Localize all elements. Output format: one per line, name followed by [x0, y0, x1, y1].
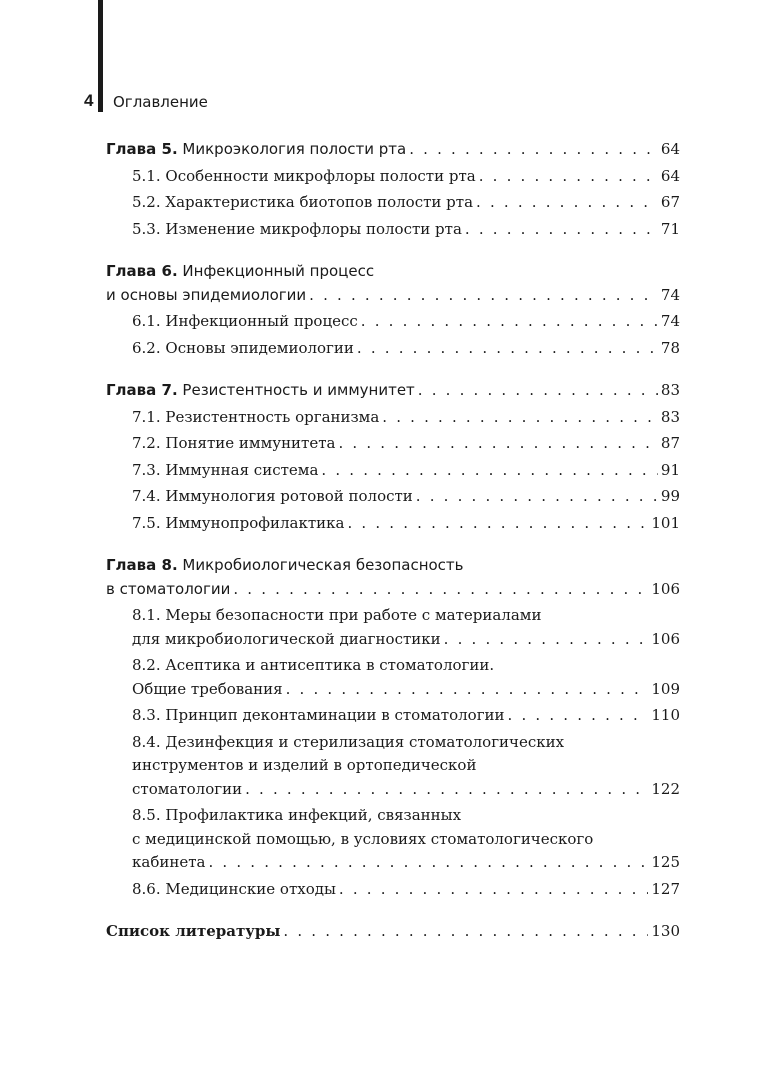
entry-label	[132, 432, 335, 456]
entry-line	[106, 654, 680, 678]
chapter-number: Глава 8.	[106, 556, 178, 574]
dot-leader	[208, 851, 648, 875]
entry-line	[106, 778, 680, 802]
dot-leader	[361, 310, 658, 334]
entry-title: 5.1. Особенности микрофлоры полости рта	[132, 166, 476, 185]
dot-leader	[476, 191, 658, 215]
page-ref: 74	[660, 312, 680, 330]
section-entry[interactable]	[106, 604, 680, 651]
entry-label	[132, 218, 462, 242]
entry-label	[132, 512, 345, 536]
chapter-heading[interactable]	[106, 554, 680, 601]
dot-leader	[283, 920, 648, 944]
entry-line	[106, 379, 680, 403]
dot-leader	[339, 878, 648, 902]
entry-line	[106, 628, 680, 652]
section-entry[interactable]	[106, 654, 680, 701]
section-entry[interactable]	[106, 512, 680, 536]
entry-line	[106, 754, 680, 778]
dot-leader	[357, 337, 658, 361]
entry-line	[106, 218, 680, 242]
entry-line	[106, 678, 680, 702]
page-ref: 91	[660, 460, 680, 479]
entry-title: кабинета	[132, 853, 206, 871]
entry-line	[106, 828, 680, 852]
dot-leader	[321, 459, 658, 483]
running-head: Оглавление	[113, 93, 208, 111]
dot-leader	[465, 218, 658, 242]
section-entry[interactable]	[106, 406, 680, 430]
entry-label	[132, 485, 413, 509]
bibliography-label: Список литературы	[106, 922, 281, 940]
entry-label	[132, 678, 283, 702]
chapter-number: Глава 5.	[106, 140, 178, 158]
entry-line	[106, 310, 680, 334]
entry-title: инструментов и изделий в ортопедической	[132, 756, 477, 774]
section-entry[interactable]	[106, 191, 680, 215]
section-entry[interactable]	[106, 310, 680, 334]
page-ref: 67	[660, 193, 680, 211]
entry-title: для микробиологической диагностики	[132, 629, 441, 648]
entry-title: 7.5. Иммунопрофилактика	[132, 513, 345, 532]
entry-label	[106, 578, 230, 602]
section-entry[interactable]	[106, 432, 680, 456]
entry-title: Микроэкология полости рта	[182, 140, 407, 158]
entry-title: 6.2. Основы эпидемиологии	[132, 338, 354, 357]
entry-title: в стоматологии	[106, 579, 231, 598]
page-ref: 71	[660, 219, 680, 238]
chapter-heading[interactable]	[106, 260, 680, 307]
page-ref: 125	[651, 853, 680, 871]
entry-line	[106, 284, 680, 308]
entry-label	[106, 138, 406, 162]
entry-line	[106, 804, 680, 828]
dot-leader	[233, 578, 648, 602]
entry-line	[106, 851, 680, 875]
entry-line	[106, 512, 680, 536]
dot-leader	[338, 432, 657, 456]
entry-title: Микробиологическая безопасность	[182, 556, 464, 574]
section-entry[interactable]	[106, 731, 680, 802]
page-ref: 64	[660, 166, 680, 185]
page-number: 4	[84, 91, 94, 110]
page-ref: 83	[660, 381, 680, 399]
chapter-heading[interactable]	[106, 379, 680, 403]
dot-leader	[382, 406, 658, 430]
chapter-block	[106, 379, 680, 535]
entry-line	[106, 138, 680, 162]
entry-title: 7.2. Понятие иммунитета	[132, 434, 336, 452]
page-ref: 130	[651, 922, 680, 940]
entry-line	[106, 704, 680, 728]
entry-title: 7.3. Иммунная система	[132, 460, 319, 479]
entry-label	[132, 337, 354, 361]
entry-line	[106, 878, 680, 902]
entry-line	[106, 459, 680, 483]
entry-title: 8.4. Дезинфекция и стерилизация стоматологических	[132, 732, 565, 751]
entry-label	[132, 406, 379, 430]
entry-line	[106, 554, 680, 578]
page-ref: 106	[651, 629, 680, 648]
entry-title: Инфекционный процесс	[182, 262, 375, 280]
header-vertical-rule	[98, 0, 103, 112]
page-ref: 127	[651, 879, 680, 898]
page-ref: 83	[660, 407, 680, 426]
entry-title: 7.4. Иммунология ротовой полости	[132, 487, 413, 505]
entry-title: и основы эпидемиологии	[106, 285, 307, 304]
bibliography-entry[interactable]	[106, 920, 680, 944]
entry-label	[132, 851, 205, 875]
entry-line	[106, 260, 680, 284]
entry-line	[106, 731, 680, 755]
section-entry[interactable]	[106, 485, 680, 509]
entry-line	[106, 604, 680, 628]
entry-title: 8.2. Асептика и антисептика в стоматологии.	[132, 656, 495, 674]
dot-leader	[286, 678, 649, 702]
entry-line	[106, 191, 680, 215]
entry-label	[132, 628, 441, 652]
chapter-heading[interactable]	[106, 138, 680, 162]
entry-label	[132, 165, 476, 189]
entry-title: Резистентность и иммунитет	[182, 381, 415, 399]
entry-label	[132, 310, 358, 334]
dot-leader	[416, 485, 658, 509]
entry-line	[106, 578, 680, 602]
page-ref: 110	[651, 706, 680, 724]
entry-label	[106, 284, 306, 308]
entry-title: 8.6. Медицинские отходы	[132, 879, 336, 898]
entry-line	[106, 165, 680, 189]
entry-title: с медицинской помощью, в условиях стоматологического	[132, 829, 594, 848]
page-ref: 87	[660, 434, 680, 452]
entry-title: Общие требования	[132, 679, 283, 698]
dot-leader	[479, 165, 658, 189]
entry-line	[106, 406, 680, 430]
section-entry[interactable]	[106, 165, 680, 189]
entry-line	[106, 432, 680, 456]
section-entry[interactable]	[106, 337, 680, 361]
entry-title: 8.3. Принцип деконтаминации в стоматологии	[132, 706, 505, 724]
entry-label	[132, 459, 318, 483]
dot-leader	[418, 379, 658, 403]
dot-leader	[245, 778, 648, 802]
entry-title: 8.1. Меры безопасности при работе с материалами	[132, 606, 542, 624]
section-entry[interactable]	[106, 878, 680, 902]
section-entry[interactable]	[106, 704, 680, 728]
entry-label	[106, 379, 415, 403]
chapter-block	[106, 138, 680, 241]
chapter-number: Глава 6.	[106, 262, 178, 280]
entry-label	[132, 778, 242, 802]
entry-label	[132, 191, 473, 215]
page-ref: 78	[660, 338, 680, 357]
page-ref: 99	[660, 487, 680, 505]
entry-title: 6.1. Инфекционный процесс	[132, 312, 358, 330]
section-entry[interactable]	[106, 218, 680, 242]
entry-line	[106, 485, 680, 509]
page-ref: 64	[660, 140, 680, 158]
entry-line	[106, 337, 680, 361]
section-entry[interactable]	[106, 459, 680, 483]
dot-leader	[309, 284, 658, 308]
entry-label	[132, 878, 336, 902]
dot-leader	[444, 628, 649, 652]
chapter-number: Глава 7.	[106, 381, 178, 399]
entry-title: 5.3. Изменение микрофлоры полости рта	[132, 219, 462, 238]
dot-leader	[409, 138, 658, 162]
page-ref: 74	[660, 285, 680, 304]
chapter-block	[106, 554, 680, 901]
entry-label	[132, 704, 505, 728]
entry-title: 8.5. Профилактика инфекций, связанных	[132, 806, 462, 824]
page-ref: 101	[651, 513, 680, 532]
section-entry[interactable]	[106, 804, 680, 875]
dot-leader	[508, 704, 649, 728]
entry-title: 5.2. Характеристика биотопов полости рта	[132, 193, 474, 211]
table-of-contents	[106, 138, 680, 944]
entry-title: 7.1. Резистентность организма	[132, 407, 380, 426]
entry-title: стоматологии	[132, 779, 243, 798]
page-ref: 109	[651, 679, 680, 698]
chapter-block	[106, 260, 680, 360]
page-ref: 122	[651, 779, 680, 798]
page-ref: 106	[651, 579, 680, 598]
dot-leader	[348, 512, 649, 536]
